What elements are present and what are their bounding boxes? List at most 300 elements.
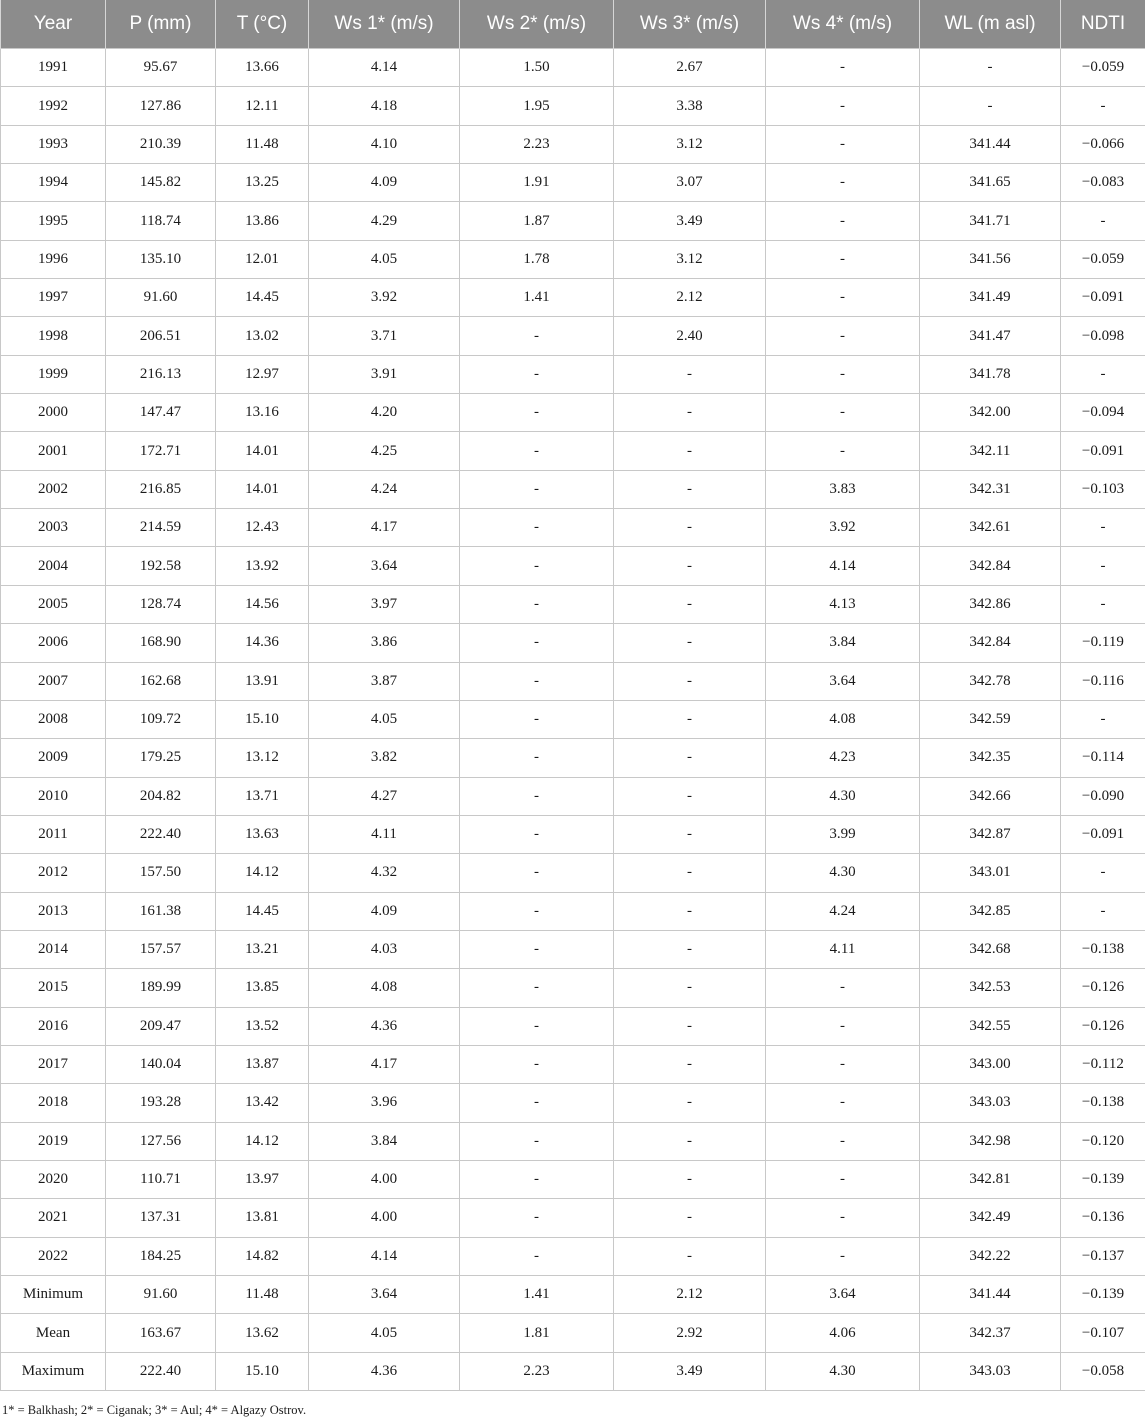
table-cell: 341.65 xyxy=(920,164,1061,202)
row-label-cell: 2022 xyxy=(1,1237,106,1275)
table-cell: 4.17 xyxy=(309,1045,460,1083)
table-cell: 13.87 xyxy=(216,1045,309,1083)
table-row xyxy=(1,355,1145,393)
table-cell: - xyxy=(766,355,920,393)
table-cell: 342.81 xyxy=(920,1160,1061,1198)
table-cell: 4.32 xyxy=(309,854,460,892)
table-cell: 342.98 xyxy=(920,1122,1061,1160)
table-cell: 91.60 xyxy=(106,279,216,317)
table-cell: 145.82 xyxy=(106,164,216,202)
table-cell: 3.64 xyxy=(766,1276,920,1314)
table-cell: 13.21 xyxy=(216,930,309,968)
table-cell: 118.74 xyxy=(106,202,216,240)
table-cell: 189.99 xyxy=(106,969,216,1007)
table-cell: - xyxy=(614,509,766,547)
table-cell: 3.92 xyxy=(766,509,920,547)
table-row xyxy=(1,317,1145,355)
table-cell: 135.10 xyxy=(106,240,216,278)
table-cell: - xyxy=(614,1045,766,1083)
table-cell: - xyxy=(460,470,614,508)
table-cell: 13.81 xyxy=(216,1199,309,1237)
table-cell: 162.68 xyxy=(106,662,216,700)
table-cell: 4.05 xyxy=(309,1314,460,1352)
table-cell: −0.059 xyxy=(1061,49,1145,87)
table-cell: 342.86 xyxy=(920,585,1061,623)
table-cell: 3.71 xyxy=(309,317,460,355)
table-cell: - xyxy=(766,1084,920,1122)
table-cell: −0.126 xyxy=(1061,1007,1145,1045)
table-cell: 3.99 xyxy=(766,815,920,853)
table-row xyxy=(1,470,1145,508)
row-label-cell: Maximum xyxy=(1,1352,106,1390)
row-label-cell: 2009 xyxy=(1,739,106,777)
row-label-cell: 2013 xyxy=(1,892,106,930)
row-label-cell: 2020 xyxy=(1,1160,106,1198)
table-cell: - xyxy=(460,739,614,777)
table-cell: - xyxy=(614,585,766,623)
table-cell: 206.51 xyxy=(106,317,216,355)
table-cell: 204.82 xyxy=(106,777,216,815)
table-row xyxy=(1,547,1145,585)
table-row xyxy=(1,1314,1145,1352)
table-cell: 342.31 xyxy=(920,470,1061,508)
table-cell: 4.06 xyxy=(766,1314,920,1352)
table-cell: 216.13 xyxy=(106,355,216,393)
table-row xyxy=(1,432,1145,470)
table-cell: - xyxy=(766,1122,920,1160)
table-cell: 13.42 xyxy=(216,1084,309,1122)
table-cell: −0.112 xyxy=(1061,1045,1145,1083)
table-row xyxy=(1,1045,1145,1083)
table-cell: - xyxy=(460,1045,614,1083)
table-cell: 13.91 xyxy=(216,662,309,700)
row-label-cell: 2008 xyxy=(1,700,106,738)
table-row xyxy=(1,87,1145,125)
table-cell: 4.03 xyxy=(309,930,460,968)
table-cell: - xyxy=(614,547,766,585)
table-cell: 147.47 xyxy=(106,394,216,432)
table-cell: 4.36 xyxy=(309,1007,460,1045)
table-cell: - xyxy=(460,1237,614,1275)
table-cell: 13.92 xyxy=(216,547,309,585)
table-cell: - xyxy=(460,585,614,623)
table-cell: 4.27 xyxy=(309,777,460,815)
table-cell: - xyxy=(614,969,766,1007)
table-cell: 3.87 xyxy=(309,662,460,700)
table-cell: −0.139 xyxy=(1061,1160,1145,1198)
table-cell: - xyxy=(460,432,614,470)
table-cell: 140.04 xyxy=(106,1045,216,1083)
table-cell: - xyxy=(614,662,766,700)
column-header: T (°C) xyxy=(216,0,309,49)
table-cell: 343.00 xyxy=(920,1045,1061,1083)
table-cell: 342.00 xyxy=(920,394,1061,432)
table-cell: - xyxy=(766,394,920,432)
table-cell: 3.82 xyxy=(309,739,460,777)
table-cell: 157.50 xyxy=(106,854,216,892)
table-cell: 3.12 xyxy=(614,240,766,278)
table-row xyxy=(1,854,1145,892)
column-header: Ws 4* (m/s) xyxy=(766,0,920,49)
header-row xyxy=(1,0,1145,49)
table-cell: - xyxy=(460,930,614,968)
table-cell: 1.95 xyxy=(460,87,614,125)
table-cell: - xyxy=(1061,585,1145,623)
table-cell: 4.00 xyxy=(309,1199,460,1237)
table-row xyxy=(1,164,1145,202)
table-cell: 4.08 xyxy=(309,969,460,1007)
table-cell: 172.71 xyxy=(106,432,216,470)
table-cell: - xyxy=(460,662,614,700)
row-label-cell: 2012 xyxy=(1,854,106,892)
table-cell: 184.25 xyxy=(106,1237,216,1275)
table-cell: 127.56 xyxy=(106,1122,216,1160)
table-cell: - xyxy=(460,969,614,1007)
row-label-cell: 2007 xyxy=(1,662,106,700)
table-cell: 342.84 xyxy=(920,547,1061,585)
row-label-cell: 1997 xyxy=(1,279,106,317)
table-cell: 163.67 xyxy=(106,1314,216,1352)
table-row xyxy=(1,1084,1145,1122)
table-cell: 342.49 xyxy=(920,1199,1061,1237)
row-label-cell: Minimum xyxy=(1,1276,106,1314)
table-cell: 3.07 xyxy=(614,164,766,202)
table-cell: 222.40 xyxy=(106,1352,216,1390)
table-cell: 342.11 xyxy=(920,432,1061,470)
table-cell: - xyxy=(1061,87,1145,125)
row-label-cell: 2001 xyxy=(1,432,106,470)
table-cell: 2.23 xyxy=(460,125,614,163)
table-cell: 343.03 xyxy=(920,1084,1061,1122)
table-cell: 12.11 xyxy=(216,87,309,125)
table-cell: 110.71 xyxy=(106,1160,216,1198)
table-cell: - xyxy=(614,777,766,815)
table-cell: 3.91 xyxy=(309,355,460,393)
table-cell: −0.138 xyxy=(1061,930,1145,968)
table-cell: 3.84 xyxy=(309,1122,460,1160)
table-cell: 4.00 xyxy=(309,1160,460,1198)
table-cell: - xyxy=(614,1007,766,1045)
table-cell: 15.10 xyxy=(216,700,309,738)
row-label-cell: 2016 xyxy=(1,1007,106,1045)
table-cell: 341.44 xyxy=(920,125,1061,163)
table-cell: 341.47 xyxy=(920,317,1061,355)
table-row xyxy=(1,1352,1145,1390)
table-cell: 3.96 xyxy=(309,1084,460,1122)
table-cell: 4.23 xyxy=(766,739,920,777)
table-header xyxy=(1,0,1145,49)
table-cell: 14.45 xyxy=(216,892,309,930)
table-cell: - xyxy=(766,279,920,317)
table-row xyxy=(1,1199,1145,1237)
table-cell: 4.11 xyxy=(309,815,460,853)
table-cell: - xyxy=(766,1199,920,1237)
table-row xyxy=(1,49,1145,87)
table-cell: 4.30 xyxy=(766,854,920,892)
table-cell: 4.10 xyxy=(309,125,460,163)
table-cell: 14.01 xyxy=(216,470,309,508)
table-cell: - xyxy=(1061,547,1145,585)
table-row xyxy=(1,777,1145,815)
table-cell: −0.116 xyxy=(1061,662,1145,700)
table-cell: −0.098 xyxy=(1061,317,1145,355)
table-cell: - xyxy=(460,700,614,738)
table-cell: 342.84 xyxy=(920,624,1061,662)
table-cell: - xyxy=(920,87,1061,125)
table-cell: −0.091 xyxy=(1061,815,1145,853)
table-cell: 1.41 xyxy=(460,1276,614,1314)
table-cell: 137.31 xyxy=(106,1199,216,1237)
row-label-cell: 2018 xyxy=(1,1084,106,1122)
table-cell: 3.49 xyxy=(614,1352,766,1390)
table-row xyxy=(1,585,1145,623)
table-cell: - xyxy=(1061,202,1145,240)
row-label-cell: 1995 xyxy=(1,202,106,240)
table-cell: 342.68 xyxy=(920,930,1061,968)
table-cell: - xyxy=(460,394,614,432)
table-cell: 14.45 xyxy=(216,279,309,317)
row-label-cell: 2002 xyxy=(1,470,106,508)
table-cell: −0.137 xyxy=(1061,1237,1145,1275)
table-cell: - xyxy=(614,432,766,470)
table-cell: 2.12 xyxy=(614,279,766,317)
row-label-cell: 2019 xyxy=(1,1122,106,1160)
table-cell: 1.50 xyxy=(460,49,614,87)
table-cell: 14.82 xyxy=(216,1237,309,1275)
table-cell: 3.92 xyxy=(309,279,460,317)
table-cell: 341.44 xyxy=(920,1276,1061,1314)
table-cell: 13.63 xyxy=(216,815,309,853)
table-row xyxy=(1,700,1145,738)
table-cell: 342.55 xyxy=(920,1007,1061,1045)
table-cell: −0.091 xyxy=(1061,279,1145,317)
table-cell: 4.29 xyxy=(309,202,460,240)
table-cell: 4.11 xyxy=(766,930,920,968)
table-cell: 4.20 xyxy=(309,394,460,432)
table-cell: 222.40 xyxy=(106,815,216,853)
row-label-cell: 1991 xyxy=(1,49,106,87)
table-cell: - xyxy=(614,355,766,393)
table-cell: - xyxy=(614,815,766,853)
table-cell: 193.28 xyxy=(106,1084,216,1122)
table-cell: −0.126 xyxy=(1061,969,1145,1007)
table-cell: - xyxy=(766,87,920,125)
table-cell: - xyxy=(1061,892,1145,930)
table-cell: 3.86 xyxy=(309,624,460,662)
table-cell: 109.72 xyxy=(106,700,216,738)
table-cell: 341.49 xyxy=(920,279,1061,317)
table-cell: −0.120 xyxy=(1061,1122,1145,1160)
table-cell: 15.10 xyxy=(216,1352,309,1390)
table-cell: 342.87 xyxy=(920,815,1061,853)
table-cell: 2.12 xyxy=(614,1276,766,1314)
table-cell: - xyxy=(766,1007,920,1045)
table-cell: 161.38 xyxy=(106,892,216,930)
column-header: NDTI xyxy=(1061,0,1145,49)
table-cell: 3.49 xyxy=(614,202,766,240)
table-cell: 4.24 xyxy=(766,892,920,930)
row-label-cell: 1998 xyxy=(1,317,106,355)
table-row xyxy=(1,662,1145,700)
table-cell: 13.66 xyxy=(216,49,309,87)
table-cell: 3.64 xyxy=(309,547,460,585)
table-cell: −0.139 xyxy=(1061,1276,1145,1314)
table-cell: 4.36 xyxy=(309,1352,460,1390)
table-cell: - xyxy=(766,164,920,202)
table-cell: 343.01 xyxy=(920,854,1061,892)
table-footnote: 1* = Balkhash; 2* = Ciganak; 3* = Aul; 4* = Algazy Ostrov. xyxy=(2,1403,307,1417)
table-cell: - xyxy=(614,739,766,777)
table-cell: - xyxy=(460,624,614,662)
table-cell: - xyxy=(614,394,766,432)
table-row xyxy=(1,739,1145,777)
table-cell: 13.97 xyxy=(216,1160,309,1198)
table-cell: −0.090 xyxy=(1061,777,1145,815)
table-body xyxy=(1,49,1145,1391)
row-label-cell: 2000 xyxy=(1,394,106,432)
table-cell: 214.59 xyxy=(106,509,216,547)
row-label-cell: 2017 xyxy=(1,1045,106,1083)
table-cell: 3.64 xyxy=(309,1276,460,1314)
table-cell: - xyxy=(460,317,614,355)
table-cell: 13.12 xyxy=(216,739,309,777)
table-cell: 13.86 xyxy=(216,202,309,240)
column-header: Ws 3* (m/s) xyxy=(614,0,766,49)
row-label-cell: Mean xyxy=(1,1314,106,1352)
table-row xyxy=(1,624,1145,662)
table-cell: - xyxy=(766,1237,920,1275)
table-cell: 179.25 xyxy=(106,739,216,777)
table-cell: - xyxy=(766,202,920,240)
row-label-cell: 2015 xyxy=(1,969,106,1007)
table-cell: - xyxy=(766,432,920,470)
table-cell: 14.56 xyxy=(216,585,309,623)
table-cell: 4.25 xyxy=(309,432,460,470)
table-cell: - xyxy=(766,1160,920,1198)
table-cell: −0.091 xyxy=(1061,432,1145,470)
column-header: Ws 1* (m/s) xyxy=(309,0,460,49)
table-cell: - xyxy=(614,624,766,662)
table-cell: 3.12 xyxy=(614,125,766,163)
table-cell: 11.48 xyxy=(216,125,309,163)
table-cell: −0.059 xyxy=(1061,240,1145,278)
table-cell: 13.85 xyxy=(216,969,309,1007)
table-row xyxy=(1,240,1145,278)
table-cell: 13.16 xyxy=(216,394,309,432)
table-cell: 13.52 xyxy=(216,1007,309,1045)
table-cell: 341.71 xyxy=(920,202,1061,240)
column-header: Year xyxy=(1,0,106,49)
table-cell: 2.40 xyxy=(614,317,766,355)
table-cell: - xyxy=(614,1199,766,1237)
table-cell: 341.78 xyxy=(920,355,1061,393)
table-row xyxy=(1,1007,1145,1045)
table-cell: - xyxy=(614,1084,766,1122)
table-cell: - xyxy=(614,700,766,738)
table-row xyxy=(1,1122,1145,1160)
table-row xyxy=(1,1160,1145,1198)
row-label-cell: 2014 xyxy=(1,930,106,968)
table-row xyxy=(1,969,1145,1007)
table-cell: 91.60 xyxy=(106,1276,216,1314)
table-cell: 4.30 xyxy=(766,1352,920,1390)
table-cell: - xyxy=(460,547,614,585)
table-cell: 2.23 xyxy=(460,1352,614,1390)
table-cell: −0.083 xyxy=(1061,164,1145,202)
table-row xyxy=(1,394,1145,432)
table-cell: 1.87 xyxy=(460,202,614,240)
table-cell: 342.37 xyxy=(920,1314,1061,1352)
table-cell: 341.56 xyxy=(920,240,1061,278)
table-cell: −0.114 xyxy=(1061,739,1145,777)
table-cell: - xyxy=(1061,854,1145,892)
table-cell: 4.18 xyxy=(309,87,460,125)
table-cell: −0.094 xyxy=(1061,394,1145,432)
table-cell: - xyxy=(766,317,920,355)
table-cell: 216.85 xyxy=(106,470,216,508)
row-label-cell: 2021 xyxy=(1,1199,106,1237)
table-cell: 13.71 xyxy=(216,777,309,815)
table-cell: 3.83 xyxy=(766,470,920,508)
table-row xyxy=(1,1237,1145,1275)
table-cell: 342.85 xyxy=(920,892,1061,930)
table-cell: 342.59 xyxy=(920,700,1061,738)
table-cell: 11.48 xyxy=(216,1276,309,1314)
table-cell: 4.30 xyxy=(766,777,920,815)
table-cell: - xyxy=(460,509,614,547)
table-cell: 13.62 xyxy=(216,1314,309,1352)
table-cell: −0.103 xyxy=(1061,470,1145,508)
table-cell: 4.13 xyxy=(766,585,920,623)
table-cell: 128.74 xyxy=(106,585,216,623)
table-cell: - xyxy=(460,854,614,892)
row-label-cell: 1994 xyxy=(1,164,106,202)
table-cell: 13.02 xyxy=(216,317,309,355)
table-cell: 4.09 xyxy=(309,892,460,930)
table-cell: - xyxy=(614,1122,766,1160)
table-cell: 342.22 xyxy=(920,1237,1061,1275)
row-label-cell: 2010 xyxy=(1,777,106,815)
table-cell: 12.43 xyxy=(216,509,309,547)
table-cell: 168.90 xyxy=(106,624,216,662)
table-cell: - xyxy=(766,49,920,87)
table-cell: 342.35 xyxy=(920,739,1061,777)
table-cell: 1.41 xyxy=(460,279,614,317)
table-cell: - xyxy=(460,1122,614,1160)
table-cell: 3.97 xyxy=(309,585,460,623)
table-cell: - xyxy=(460,1007,614,1045)
row-label-cell: 1992 xyxy=(1,87,106,125)
table-cell: 4.14 xyxy=(309,1237,460,1275)
table-cell: 209.47 xyxy=(106,1007,216,1045)
table-cell: 342.66 xyxy=(920,777,1061,815)
table-cell: 342.78 xyxy=(920,662,1061,700)
column-header: WL (m asl) xyxy=(920,0,1061,49)
table-cell: - xyxy=(460,1084,614,1122)
table-cell: −0.058 xyxy=(1061,1352,1145,1390)
table-cell: 3.64 xyxy=(766,662,920,700)
table-cell: 157.57 xyxy=(106,930,216,968)
table-cell: 343.03 xyxy=(920,1352,1061,1390)
table-cell: 14.36 xyxy=(216,624,309,662)
table-cell: - xyxy=(766,969,920,1007)
column-header: P (mm) xyxy=(106,0,216,49)
table-cell: - xyxy=(766,240,920,278)
table-cell: 13.25 xyxy=(216,164,309,202)
table-cell: 1.91 xyxy=(460,164,614,202)
table-cell: 14.01 xyxy=(216,432,309,470)
table-cell: - xyxy=(614,892,766,930)
